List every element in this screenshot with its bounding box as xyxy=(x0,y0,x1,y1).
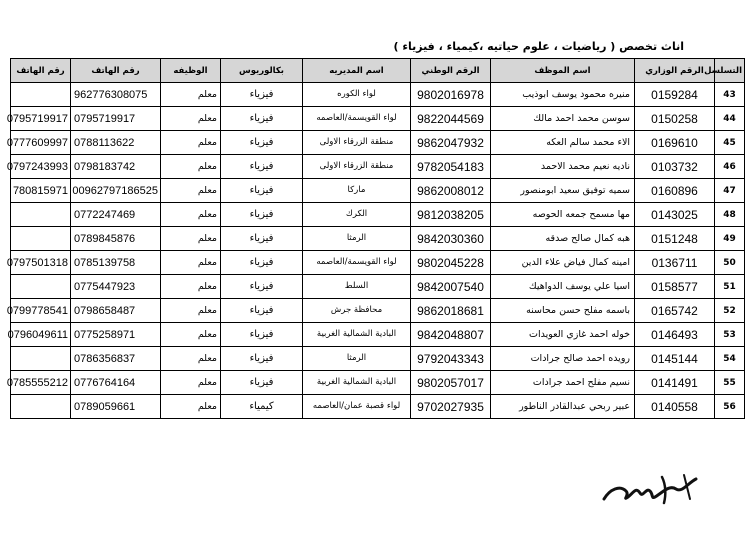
cell-directorate xyxy=(303,371,411,395)
cell-national-no: 9822044569 xyxy=(411,107,491,131)
cell-bachelor xyxy=(221,227,303,251)
header-phone-2: رقم الهاتف xyxy=(11,59,71,83)
bachelor-text: فيزياء xyxy=(249,377,274,388)
bachelor-text: فيزياء xyxy=(249,137,274,148)
cell-directorate xyxy=(303,275,411,299)
cell-name: ناديه نعيم محمد الاحمد xyxy=(491,155,635,179)
directorate-text: الكرك xyxy=(345,208,368,219)
cell-job: معلم xyxy=(161,107,221,131)
table-row xyxy=(11,83,745,107)
table-row xyxy=(11,275,745,299)
cell-phone-2: 0785555212 xyxy=(11,371,71,395)
cell-directorate xyxy=(303,203,411,227)
header-seq: التسلسل xyxy=(715,59,745,83)
bachelor-text: فيزياء xyxy=(249,89,274,100)
directorate-text: لواء القويسمة/العاصمه xyxy=(316,256,397,267)
cell-ministry-no: 0151248 xyxy=(635,227,715,251)
cell-name: سميه توفيق سعيد ابومنصور xyxy=(491,179,635,203)
cell-seq: 46 xyxy=(715,155,745,179)
cell-seq: 49 xyxy=(715,227,745,251)
cell-bachelor xyxy=(221,251,303,275)
cell-phone-2 xyxy=(11,227,71,251)
cell-job: معلم xyxy=(161,83,221,107)
directorate-text: محافظة جرش xyxy=(330,304,383,315)
directorate-text: البادية الشمالية الغربية xyxy=(316,328,397,339)
cell-phone-1: 0786356837 xyxy=(71,347,161,371)
cell-national-no: 9792043343 xyxy=(411,347,491,371)
page-title: اناث تخصص ( رياضيات ، علوم حياتيه ،كيمياء ، فيزياء ) xyxy=(393,40,684,53)
cell-seq: 43 xyxy=(715,83,745,107)
cell-bachelor xyxy=(221,347,303,371)
directorate-text: البادية الشمالية الغربية xyxy=(316,376,397,387)
table-row xyxy=(11,371,745,395)
header-job: الوظيفه xyxy=(161,59,221,83)
cell-name: مها مسمح جمعه الحوصه xyxy=(491,203,635,227)
cell-seq: 51 xyxy=(715,275,745,299)
cell-ministry-no: 0169610 xyxy=(635,131,715,155)
cell-phone-2: 0795719917 xyxy=(11,107,71,131)
table-row xyxy=(11,299,745,323)
cell-bachelor xyxy=(221,131,303,155)
cell-name: نسيم مفلح احمد جرادات xyxy=(491,371,635,395)
cell-national-no: 9842007540 xyxy=(411,275,491,299)
cell-seq: 47 xyxy=(715,179,745,203)
cell-directorate xyxy=(303,107,411,131)
cell-national-no: 9702027935 xyxy=(411,395,491,419)
cell-name: سوسن محمد احمد مالك xyxy=(491,107,635,131)
cell-phone-2 xyxy=(11,395,71,419)
signature-mark xyxy=(600,465,710,510)
cell-seq: 56 xyxy=(715,395,745,419)
cell-ministry-no: 0150258 xyxy=(635,107,715,131)
cell-job: معلم xyxy=(161,347,221,371)
cell-ministry-no: 0145144 xyxy=(635,347,715,371)
cell-bachelor xyxy=(221,203,303,227)
table-header-row xyxy=(11,59,745,83)
cell-ministry-no: 0159284 xyxy=(635,83,715,107)
cell-job: معلم xyxy=(161,299,221,323)
table-row xyxy=(11,203,745,227)
bachelor-text: فيزياء xyxy=(249,113,274,124)
cell-national-no: 9842030360 xyxy=(411,227,491,251)
header-national-no: الرقم الوطني xyxy=(411,59,491,83)
cell-job: معلم xyxy=(161,227,221,251)
cell-national-no: 9862008012 xyxy=(411,179,491,203)
cell-bachelor xyxy=(221,107,303,131)
directorate-text: ماركا xyxy=(347,184,366,195)
cell-national-no: 9802057017 xyxy=(411,371,491,395)
cell-directorate xyxy=(303,347,411,371)
cell-job: معلم xyxy=(161,203,221,227)
cell-phone-2: 0796049611 xyxy=(11,323,71,347)
cell-national-no: 9802016978 xyxy=(411,83,491,107)
cell-ministry-no: 0143025 xyxy=(635,203,715,227)
cell-phone-2: 0797501318 xyxy=(11,251,71,275)
cell-phone-1: 0772247469 xyxy=(71,203,161,227)
cell-phone-1: 0789845876 xyxy=(71,227,161,251)
cell-name: الاء محمد سالم العكه xyxy=(491,131,635,155)
bachelor-text: فيزياء xyxy=(249,353,274,364)
cell-job: معلم xyxy=(161,275,221,299)
cell-bachelor xyxy=(221,275,303,299)
cell-directorate xyxy=(303,179,411,203)
cell-phone-2: 0799778541 xyxy=(11,299,71,323)
header-phone-1: رقم الهاتف xyxy=(71,59,161,83)
bachelor-text: فيزياء xyxy=(249,233,274,244)
cell-ministry-no: 0165742 xyxy=(635,299,715,323)
cell-directorate xyxy=(303,227,411,251)
cell-seq: 45 xyxy=(715,131,745,155)
table-row xyxy=(11,251,745,275)
cell-directorate xyxy=(303,395,411,419)
cell-seq: 50 xyxy=(715,251,745,275)
cell-name: منيره محمود يوسف ابوذيب xyxy=(491,83,635,107)
cell-job: معلم xyxy=(161,371,221,395)
header-name: اسم الموظف xyxy=(491,59,635,83)
cell-seq: 53 xyxy=(715,323,745,347)
cell-name: اسيا علي يوسف الدواهيك xyxy=(491,275,635,299)
bachelor-text: فيزياء xyxy=(249,209,274,220)
cell-national-no: 9862047932 xyxy=(411,131,491,155)
header-bachelor: بكالوريوس xyxy=(221,59,303,83)
bachelor-text: فيزياء xyxy=(249,305,274,316)
cell-phone-1: 0788113622 xyxy=(71,131,161,155)
cell-phone-2 xyxy=(11,203,71,227)
cell-name: باسمه مفلح حسن محاسنه xyxy=(491,299,635,323)
cell-phone-2: 0777609997 xyxy=(11,131,71,155)
cell-directorate xyxy=(303,155,411,179)
bachelor-text: كيمياء xyxy=(249,401,274,412)
cell-job: معلم xyxy=(161,323,221,347)
cell-phone-2: 780815971 xyxy=(11,179,71,203)
cell-national-no: 9842048807 xyxy=(411,323,491,347)
cell-national-no: 9812038205 xyxy=(411,203,491,227)
cell-phone-2 xyxy=(11,275,71,299)
header-directorate: اسم المديريه xyxy=(303,59,411,83)
cell-directorate xyxy=(303,299,411,323)
cell-bachelor xyxy=(221,371,303,395)
cell-name: خوله احمد غازي العويدات xyxy=(491,323,635,347)
cell-phone-1: 0798183742 xyxy=(71,155,161,179)
cell-bachelor xyxy=(221,395,303,419)
cell-ministry-no: 0140558 xyxy=(635,395,715,419)
directorate-text: الرمثا xyxy=(346,232,367,243)
cell-bachelor xyxy=(221,155,303,179)
cell-national-no: 9802045228 xyxy=(411,251,491,275)
cell-ministry-no: 0160896 xyxy=(635,179,715,203)
cell-national-no: 9782054183 xyxy=(411,155,491,179)
cell-job: معلم xyxy=(161,179,221,203)
cell-phone-1: 0798658487 xyxy=(71,299,161,323)
table-row xyxy=(11,107,745,131)
table-row xyxy=(11,323,745,347)
directorate-text: لواء الكوره xyxy=(337,88,376,99)
directorate-text: لواء القويسمة/العاصمه xyxy=(316,112,397,123)
cell-seq: 54 xyxy=(715,347,745,371)
bachelor-text: فيزياء xyxy=(249,281,274,292)
cell-seq: 55 xyxy=(715,371,745,395)
table-row xyxy=(11,227,745,251)
cell-name: هبه كمال صالح صدقه xyxy=(491,227,635,251)
cell-ministry-no: 0158577 xyxy=(635,275,715,299)
cell-name: رويده احمد صالح جرادات xyxy=(491,347,635,371)
teachers-table xyxy=(6,58,745,419)
cell-phone-1: 0775258971 xyxy=(71,323,161,347)
cell-phone-1: 0776764164 xyxy=(71,371,161,395)
cell-phone-1: 0789059661 xyxy=(71,395,161,419)
bachelor-text: فيزياء xyxy=(249,329,274,340)
cell-phone-2 xyxy=(11,83,71,107)
cell-bachelor xyxy=(221,323,303,347)
cell-phone-1: 0785139758 xyxy=(71,251,161,275)
cell-bachelor xyxy=(221,179,303,203)
bachelor-text: فيزياء xyxy=(249,257,274,268)
cell-job: معلم xyxy=(161,251,221,275)
cell-seq: 52 xyxy=(715,299,745,323)
cell-phone-2: 0797243993 xyxy=(11,155,71,179)
cell-national-no: 9862018681 xyxy=(411,299,491,323)
cell-phone-1: 0795719917 xyxy=(71,107,161,131)
table-row xyxy=(11,179,745,203)
cell-name: امينه كمال فياض علاء الدين xyxy=(491,251,635,275)
cell-phone-2 xyxy=(11,347,71,371)
cell-seq: 48 xyxy=(715,203,745,227)
cell-directorate xyxy=(303,131,411,155)
cell-job: معلم xyxy=(161,395,221,419)
cell-ministry-no: 0141491 xyxy=(635,371,715,395)
bachelor-text: فيزياء xyxy=(249,185,274,196)
cell-directorate xyxy=(303,251,411,275)
cell-ministry-no: 0103732 xyxy=(635,155,715,179)
directorate-text: منطقة الزرقاء الاولى xyxy=(319,160,394,171)
cell-job: معلم xyxy=(161,131,221,155)
directorate-text: الرمثا xyxy=(346,352,367,363)
cell-bachelor xyxy=(221,299,303,323)
cell-directorate xyxy=(303,83,411,107)
cell-name: عبير ربحي عبدالقادر الناطور xyxy=(491,395,635,419)
cell-job: معلم xyxy=(161,155,221,179)
cell-seq: 44 xyxy=(715,107,745,131)
cell-phone-1: 00962797186525 xyxy=(71,179,161,203)
cell-phone-1: 0775447923 xyxy=(71,275,161,299)
table-row xyxy=(11,131,745,155)
table-row xyxy=(11,395,745,419)
cell-bachelor xyxy=(221,83,303,107)
header-ministry-no: الرقم الوزاري xyxy=(635,59,715,83)
bachelor-text: فيزياء xyxy=(249,161,274,172)
directorate-text: لواء قصبة عمان/العاصمه xyxy=(312,400,401,411)
cell-ministry-no: 0136711 xyxy=(635,251,715,275)
cell-directorate xyxy=(303,323,411,347)
cell-phone-1: 962776308075 xyxy=(71,83,161,107)
table-row xyxy=(11,347,745,371)
directorate-text: منطقة الزرقاء الاولى xyxy=(319,136,394,147)
cell-ministry-no: 0146493 xyxy=(635,323,715,347)
table-row xyxy=(11,155,745,179)
directorate-text: السلط xyxy=(344,280,369,291)
